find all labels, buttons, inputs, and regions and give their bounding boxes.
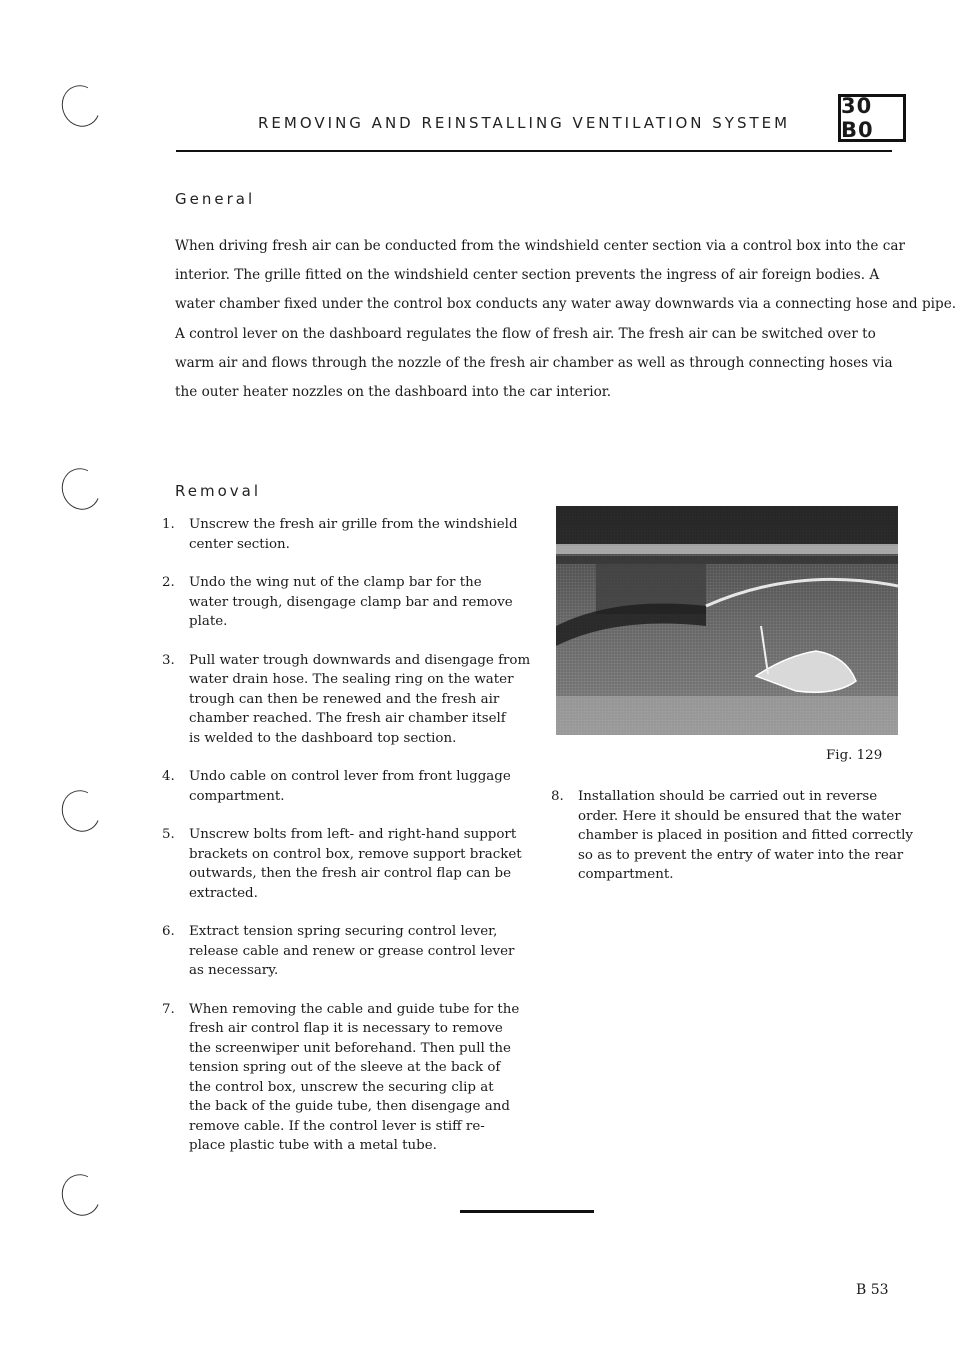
step-line: the back of the guide tube, then disengage and (189, 1099, 510, 1114)
step-line: trough can then be renewed and the fresh air (189, 691, 500, 707)
figure-photo (556, 506, 898, 735)
removal-step (162, 922, 522, 981)
step-line: Extract tension spring securing control lever, (189, 924, 498, 939)
step-line: remove cable. If the control lever is stiff re- (189, 1118, 485, 1134)
removal-heading: Removal (175, 482, 262, 500)
step-line: the screenwiper unit beforehand. Then pull the (189, 1040, 511, 1056)
section-code-box: 30 B0 (838, 94, 906, 142)
step-line: water trough, disengage clamp bar and remove (189, 594, 513, 610)
step-line: is welded to the dashboard top section. (189, 730, 457, 746)
page-title: REMOVING AND REINSTALLING VENTILATION SYSTEM (258, 114, 791, 132)
step-line: Installation should be carried out in reverse (578, 789, 878, 804)
general-line: the outer heater nozzles on the dashboard into the car interior. (175, 384, 612, 401)
photo-illustration (556, 506, 898, 735)
step-line: compartment. (189, 788, 285, 804)
removal-steps-list (162, 515, 531, 1156)
step-line: center section. (189, 536, 290, 552)
step-line: outwards, then the fresh air control flap can be (189, 866, 511, 881)
installation-step-list (551, 787, 911, 885)
installation-step (551, 787, 911, 885)
removal-step (162, 573, 522, 632)
step-number: 2. (162, 575, 175, 590)
step-line: brackets on control box, remove support bracket (189, 846, 522, 862)
binder-hole-4 (56, 1169, 106, 1221)
step-number: 6. (162, 924, 175, 939)
removal-step (162, 767, 522, 806)
step-number: 3. (162, 652, 175, 668)
general-line: A control lever on the dashboard regulates the flow of fresh air. The fresh air can be switched over to (175, 325, 876, 342)
binder-hole-2 (56, 463, 106, 515)
figure-caption: Fig. 129 (826, 748, 883, 763)
step-line: Pull water trough downwards and disengage from (189, 652, 531, 668)
binder-hole-3 (56, 785, 106, 837)
step-line: compartment. (578, 867, 674, 882)
step-line: Unscrew the fresh air grille from the windshield (189, 517, 518, 532)
step-line: extracted. (189, 885, 258, 901)
general-paragraph (175, 232, 957, 407)
step-line: Unscrew bolts from left- and right-hand support (189, 827, 517, 842)
step-line: water drain hose. The sealing ring on the water (189, 672, 514, 687)
step-number: 1. (162, 517, 175, 532)
removal-step (162, 515, 522, 554)
step-line: place plastic tube with a metal tube. (189, 1138, 437, 1153)
step-line: the control box, unscrew the securing clip at (189, 1079, 494, 1095)
page-number: B 53 (856, 1282, 889, 1298)
step-line: so as to prevent the entry of water into the rear (578, 847, 904, 863)
removal-step (162, 1000, 522, 1156)
general-line: warm air and flows through the nozzle of the fresh air chamber as well as through connecting hoses via (175, 354, 893, 371)
header-divider (176, 150, 892, 152)
step-line: chamber is placed in position and fitted correctly (578, 828, 913, 843)
step-line: tension spring out of the sleeve at the back of (189, 1060, 501, 1075)
binder-hole-1 (56, 80, 106, 132)
step-number: 7. (162, 1001, 175, 1017)
footer-divider (460, 1210, 594, 1213)
step-line: When removing the cable and guide tube for the (189, 1001, 520, 1017)
step-line: plate. (189, 614, 228, 629)
step-line: fresh air control flap it is necessary to remove (189, 1021, 503, 1036)
step-number: 8. (551, 789, 564, 804)
general-heading: General (175, 190, 256, 208)
step-line: chamber reached. The fresh air chamber itself (189, 711, 506, 726)
step-line: Undo the wing nut of the clamp bar for the (189, 575, 482, 590)
removal-step (162, 825, 522, 903)
step-line: release cable and renew or grease control lever (189, 943, 515, 959)
step-line: Undo cable on control lever from front luggage (189, 769, 511, 784)
removal-step (162, 651, 531, 749)
general-line: water chamber fixed under the control box conducts any water away downwards via a connecting hose and pipe. (175, 296, 957, 313)
step-line: as necessary. (189, 963, 279, 978)
step-number: 5. (162, 827, 175, 842)
general-line: interior. The grille fitted on the windshield center section prevents the ingress of air foreign bodies. A (175, 267, 880, 284)
step-line: order. Here it should be ensured that the water (578, 808, 901, 824)
general-line: When driving fresh air can be conducted from the windshield center section via a control box into the car (175, 238, 905, 254)
step-number: 4. (162, 769, 175, 784)
